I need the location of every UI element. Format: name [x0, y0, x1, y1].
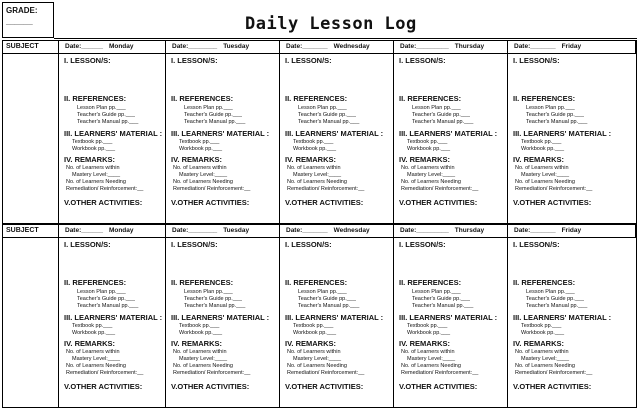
- rem-remediation: Remediation/ Reinforcement:__: [66, 186, 144, 192]
- day-header-thursday: [394, 225, 508, 237]
- ref-teachers-guide: Teacher's Guide pp.___: [184, 296, 242, 302]
- day-column-wednesday[interactable]: [280, 53, 394, 223]
- rem-remediation: Remediation/ Reinforcement:__: [401, 370, 479, 376]
- lm-workbook: Workbook pp.___: [179, 146, 223, 152]
- lessons: I. LESSON/S:: [171, 240, 218, 249]
- other-activities: V.OTHER ACTIVITIES:: [171, 382, 250, 391]
- learners-material: III. LEARNERS' MATERIAL :: [513, 313, 612, 322]
- ref-lesson-plan: Lesson Plan pp.___: [526, 105, 575, 111]
- day-name: Thursday: [454, 43, 485, 50]
- date-field[interactable]: Date:_______: [286, 227, 328, 234]
- page-title: Daily Lesson Log: [245, 14, 417, 34]
- ref-teachers-manual: Teacher's Manual pp.___: [184, 119, 246, 125]
- day-column-friday[interactable]: [508, 237, 636, 407]
- day-header-tuesday: [166, 41, 280, 53]
- lm-textbook: Textbook pp.___: [293, 323, 334, 329]
- other-activities: V.OTHER ACTIVITIES:: [399, 198, 478, 207]
- rem-mastery-level: Mastery Level:____: [72, 172, 120, 178]
- subject-cell[interactable]: [3, 237, 59, 407]
- learners-material: III. LEARNERS' MATERIAL :: [399, 129, 498, 138]
- rem-remediation: Remediation/ Reinforcement:__: [401, 186, 479, 192]
- rem-needing: No. of Learners Needing: [515, 179, 575, 185]
- references: II. REFERENCES:: [171, 94, 234, 103]
- rem-needing: No. of Learners Needing: [515, 363, 575, 369]
- rem-remediation: Remediation/ Reinforcement:__: [287, 370, 365, 376]
- rem-remediation: Remediation/ Reinforcement:__: [173, 370, 251, 376]
- lessons: I. LESSON/S:: [64, 240, 111, 249]
- learners-material: III. LEARNERS' MATERIAL :: [285, 313, 384, 322]
- rem-mastery-level: Mastery Level:____: [407, 356, 455, 362]
- other-activities: V.OTHER ACTIVITIES:: [64, 382, 143, 391]
- ref-lesson-plan: Lesson Plan pp.___: [298, 105, 347, 111]
- rem-remediation: Remediation/ Reinforcement:__: [173, 186, 251, 192]
- subject-label: SUBJECT: [3, 225, 59, 237]
- references: II. REFERENCES:: [64, 278, 127, 287]
- lm-workbook: Workbook pp.___: [521, 330, 565, 336]
- ref-teachers-guide: Teacher's Guide pp.___: [298, 112, 356, 118]
- ref-teachers-manual: Teacher's Manual pp.___: [412, 303, 474, 309]
- rem-remediation: Remediation/ Reinforcement:__: [515, 370, 593, 376]
- rem-needing: No. of Learners Needing: [66, 179, 126, 185]
- ref-lesson-plan: Lesson Plan pp.___: [298, 289, 347, 295]
- other-activities: V.OTHER ACTIVITIES:: [171, 198, 250, 207]
- rem-learners-within: No. of Learners within: [66, 349, 120, 355]
- date-field[interactable]: Date:______: [65, 227, 103, 234]
- other-activities: V.OTHER ACTIVITIES:: [285, 198, 364, 207]
- lessons: I. LESSON/S:: [513, 240, 560, 249]
- lm-workbook: Workbook pp.___: [521, 146, 565, 152]
- day-name: Monday: [108, 43, 134, 50]
- lm-workbook: Workbook pp.___: [179, 330, 223, 336]
- rem-remediation: Remediation/ Reinforcement:__: [515, 186, 593, 192]
- lm-workbook: Workbook pp.___: [293, 146, 337, 152]
- ref-teachers-guide: Teacher's Guide pp.___: [184, 112, 242, 118]
- lm-workbook: Workbook pp.___: [407, 146, 451, 152]
- header-divider: [54, 38, 637, 39]
- rem-mastery-level: Mastery Level:____: [521, 172, 569, 178]
- rem-needing: No. of Learners Needing: [287, 179, 347, 185]
- references: II. REFERENCES:: [513, 94, 576, 103]
- day-header-friday: [508, 225, 636, 237]
- lm-workbook: Workbook pp.___: [407, 330, 451, 336]
- day-column-tuesday[interactable]: [166, 53, 280, 223]
- references: II. REFERENCES:: [399, 94, 462, 103]
- remarks: IV. REMARKS:: [285, 339, 336, 348]
- rem-mastery-level: Mastery Level:____: [407, 172, 455, 178]
- lm-textbook: Textbook pp.___: [521, 139, 562, 145]
- ref-teachers-guide: Teacher's Guide pp.___: [77, 112, 135, 118]
- ref-lesson-plan: Lesson Plan pp.___: [77, 105, 126, 111]
- ref-teachers-guide: Teacher's Guide pp.___: [298, 296, 356, 302]
- subject-cell[interactable]: [3, 53, 59, 223]
- learners-material: III. LEARNERS' MATERIAL :: [171, 129, 270, 138]
- day-name: Friday: [561, 43, 582, 50]
- date-field[interactable]: Date:_________: [400, 227, 449, 234]
- ref-teachers-guide: Teacher's Guide pp.___: [77, 296, 135, 302]
- rem-mastery-level: Mastery Level:____: [521, 356, 569, 362]
- grade-value: ______: [6, 17, 33, 26]
- ref-teachers-manual: Teacher's Manual pp.___: [184, 303, 246, 309]
- day-name: Friday: [561, 227, 582, 234]
- ref-teachers-manual: Teacher's Manual pp.___: [77, 119, 139, 125]
- ref-teachers-guide: Teacher's Guide pp.___: [526, 112, 584, 118]
- rem-mastery-level: Mastery Level:____: [179, 356, 227, 362]
- rem-needing: No. of Learners Needing: [401, 363, 461, 369]
- other-activities: V.OTHER ACTIVITIES:: [513, 382, 592, 391]
- rem-remediation: Remediation/ Reinforcement:__: [287, 186, 365, 192]
- rem-learners-within: No. of Learners within: [401, 165, 455, 171]
- lm-textbook: Textbook pp.___: [72, 323, 113, 329]
- rem-remediation: Remediation/ Reinforcement:__: [66, 370, 144, 376]
- date-field[interactable]: Date:________: [172, 227, 218, 234]
- day-header-wednesday: [280, 41, 394, 53]
- remarks: IV. REMARKS:: [399, 155, 450, 164]
- lm-workbook: Workbook pp.___: [72, 146, 116, 152]
- day-header-wednesday: [280, 225, 394, 237]
- learners-material: III. LEARNERS' MATERIAL :: [285, 129, 384, 138]
- lessons: I. LESSON/S:: [171, 56, 218, 65]
- lessons: I. LESSON/S:: [513, 56, 560, 65]
- references: II. REFERENCES:: [399, 278, 462, 287]
- day-header-monday: [59, 41, 166, 53]
- rem-learners-within: No. of Learners within: [287, 165, 341, 171]
- rem-needing: No. of Learners Needing: [401, 179, 461, 185]
- ref-teachers-manual: Teacher's Manual pp.___: [298, 303, 360, 309]
- lm-textbook: Textbook pp.___: [521, 323, 562, 329]
- remarks: IV. REMARKS:: [171, 155, 222, 164]
- day-name: Tuesday: [223, 227, 250, 234]
- day-header-tuesday: [166, 225, 280, 237]
- day-column-monday[interactable]: [59, 53, 166, 223]
- day-column-thursday[interactable]: [394, 53, 508, 223]
- rem-needing: No. of Learners Needing: [173, 179, 233, 185]
- lessons: I. LESSON/S:: [399, 240, 446, 249]
- remarks: IV. REMARKS:: [64, 155, 115, 164]
- lm-textbook: Textbook pp.___: [72, 139, 113, 145]
- rem-learners-within: No. of Learners within: [173, 349, 227, 355]
- lm-textbook: Textbook pp.___: [179, 323, 220, 329]
- day-column-tuesday[interactable]: [166, 237, 280, 407]
- lm-textbook: Textbook pp.___: [179, 139, 220, 145]
- date-field[interactable]: Date:_________: [400, 43, 449, 50]
- ref-lesson-plan: Lesson Plan pp.___: [526, 289, 575, 295]
- other-activities: V.OTHER ACTIVITIES:: [399, 382, 478, 391]
- lm-textbook: Textbook pp.___: [407, 323, 448, 329]
- date-field[interactable]: Date:_______: [286, 43, 328, 50]
- ref-teachers-manual: Teacher's Manual pp.___: [412, 119, 474, 125]
- rem-learners-within: No. of Learners within: [66, 165, 120, 171]
- ref-teachers-manual: Teacher's Manual pp.___: [77, 303, 139, 309]
- lessons: I. LESSON/S:: [285, 240, 332, 249]
- learners-material: III. LEARNERS' MATERIAL :: [399, 313, 498, 322]
- learners-material: III. LEARNERS' MATERIAL :: [171, 313, 270, 322]
- lessons: I. LESSON/S:: [285, 56, 332, 65]
- lessons: I. LESSON/S:: [399, 56, 446, 65]
- ref-lesson-plan: Lesson Plan pp.___: [412, 105, 461, 111]
- date-field[interactable]: Date:______: [65, 43, 103, 50]
- grade-box: [2, 2, 54, 38]
- day-name: Wednesday: [333, 43, 370, 50]
- lm-workbook: Workbook pp.___: [72, 330, 116, 336]
- remarks: IV. REMARKS:: [285, 155, 336, 164]
- ref-lesson-plan: Lesson Plan pp.___: [77, 289, 126, 295]
- date-field[interactable]: Date:_______: [514, 43, 556, 50]
- ref-teachers-manual: Teacher's Manual pp.___: [298, 119, 360, 125]
- learners-material: III. LEARNERS' MATERIAL :: [64, 313, 163, 322]
- remarks: IV. REMARKS:: [513, 155, 564, 164]
- rem-learners-within: No. of Learners within: [515, 165, 569, 171]
- ref-teachers-guide: Teacher's Guide pp.___: [412, 112, 470, 118]
- rem-learners-within: No. of Learners within: [173, 165, 227, 171]
- other-activities: V.OTHER ACTIVITIES:: [285, 382, 364, 391]
- day-column-wednesday[interactable]: [280, 237, 394, 407]
- learners-material: III. LEARNERS' MATERIAL :: [64, 129, 163, 138]
- day-name: Wednesday: [333, 227, 370, 234]
- week-block: [2, 40, 637, 224]
- other-activities: V.OTHER ACTIVITIES:: [513, 198, 592, 207]
- lm-textbook: Textbook pp.___: [293, 139, 334, 145]
- ref-lesson-plan: Lesson Plan pp.___: [184, 289, 233, 295]
- rem-mastery-level: Mastery Level:____: [179, 172, 227, 178]
- rem-needing: No. of Learners Needing: [287, 363, 347, 369]
- references: II. REFERENCES:: [285, 94, 348, 103]
- day-column-thursday[interactable]: [394, 237, 508, 407]
- date-field[interactable]: Date:________: [172, 43, 218, 50]
- lessons: I. LESSON/S:: [64, 56, 111, 65]
- rem-learners-within: No. of Learners within: [515, 349, 569, 355]
- references: II. REFERENCES:: [64, 94, 127, 103]
- rem-needing: No. of Learners Needing: [173, 363, 233, 369]
- rem-needing: No. of Learners Needing: [66, 363, 126, 369]
- week-block: [2, 224, 637, 408]
- subject-label: SUBJECT: [3, 41, 59, 53]
- references: II. REFERENCES:: [171, 278, 234, 287]
- references: II. REFERENCES:: [285, 278, 348, 287]
- day-name: Thursday: [454, 227, 485, 234]
- lm-textbook: Textbook pp.___: [407, 139, 448, 145]
- day-header-thursday: [394, 41, 508, 53]
- day-header-monday: [59, 225, 166, 237]
- remarks: IV. REMARKS:: [399, 339, 450, 348]
- remarks: IV. REMARKS:: [64, 339, 115, 348]
- lm-workbook: Workbook pp.___: [293, 330, 337, 336]
- ref-teachers-guide: Teacher's Guide pp.___: [526, 296, 584, 302]
- header: [0, 0, 637, 40]
- date-field[interactable]: Date:_______: [514, 227, 556, 234]
- day-name: Tuesday: [223, 43, 250, 50]
- ref-teachers-manual: Teacher's Manual pp.___: [526, 303, 588, 309]
- references: II. REFERENCES:: [513, 278, 576, 287]
- ref-lesson-plan: Lesson Plan pp.___: [412, 289, 461, 295]
- day-column-friday[interactable]: [508, 53, 636, 223]
- learners-material: III. LEARNERS' MATERIAL :: [513, 129, 612, 138]
- other-activities: V.OTHER ACTIVITIES:: [64, 198, 143, 207]
- ref-lesson-plan: Lesson Plan pp.___: [184, 105, 233, 111]
- rem-learners-within: No. of Learners within: [401, 349, 455, 355]
- rem-mastery-level: Mastery Level:____: [293, 172, 341, 178]
- rem-mastery-level: Mastery Level:____: [293, 356, 341, 362]
- day-column-monday[interactable]: [59, 237, 166, 407]
- grade-label: GRADE:: [6, 6, 38, 15]
- remarks: IV. REMARKS:: [171, 339, 222, 348]
- remarks: IV. REMARKS:: [513, 339, 564, 348]
- rem-learners-within: No. of Learners within: [287, 349, 341, 355]
- day-name: Monday: [108, 227, 134, 234]
- ref-teachers-guide: Teacher's Guide pp.___: [412, 296, 470, 302]
- rem-mastery-level: Mastery Level:____: [72, 356, 120, 362]
- day-header-friday: [508, 41, 636, 53]
- ref-teachers-manual: Teacher's Manual pp.___: [526, 119, 588, 125]
